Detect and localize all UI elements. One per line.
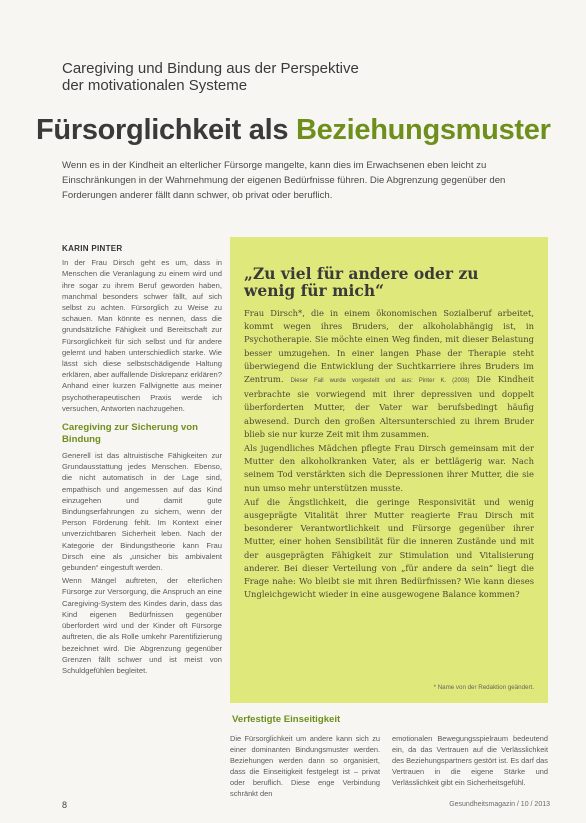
- name-changed-note: * Name von der Redaktion geändert.: [433, 684, 534, 691]
- case-vignette-box: [230, 237, 548, 703]
- vignette-text: [244, 307, 534, 601]
- middle-column-text: Die Fürsorglichkeit um andere kann sich zu einer dominanten Bindungsmuster werden. Beziehungen werden dann so organisiert, dass die Einseitigkeit festgelegt ist – privat oder beruflich. Diese enge Verbindung schränkt den: [230, 734, 380, 798]
- section-subhead: Verfestigte Einseitigkeit: [232, 714, 341, 725]
- vignette-paragraph: Als jugendliches Mädchen pflegte Frau Dirsch gemeinsam mit der Mutter den alkoholkranken Vater, als er bettlägerig war. Nach seinem Tod verstärkten sich die Depressionen ihrer Mutter, die sie nun umso mehr unterstützen musste.: [244, 443, 534, 493]
- vignette-sentence: Die Kindheit verbrachte sie vorwiegend mit ihrer depressiven und doppelt überforderten Mutter, der Vater war berufsbedingt häufig abwesend. Durch den großen Altersunterschied zu ihrem Bruder blieb sie nur kurze Zeit mit ihm zusammen.: [244, 374, 534, 439]
- headline-part-green: Beziehungsmuster: [295, 114, 551, 146]
- section-subhead: Caregiving zur Sicherung von Bindung: [62, 422, 198, 446]
- body-paragraph: In der Frau Dirsch geht es um, dass in Menschen die Veranlagung zu einem wird und ihre sogar zu ihrem Beruf geworden haben, manchmal besonders schwer fällt, auf sich selbst zu achten. Fürsorglich zu Weise zu schauen. Man könnte es nennen, dass die grundsätzliche Fähigkeit und Bereitschaft zur Fürsorglichkeit für sich selbst und für andere gelernt und haben unterschiedlich starke. Wie lässt sich diese selbstschädigende Haltung erklären, aber auffallende Diskrepanz erklären? Anhand einer kurzen Fallvignette aus meiner psychotherapeutischen Praxis werde ich versuchen, Antworten nachzugehen.: [62, 258, 222, 413]
- left-column: [62, 243, 222, 678]
- right-column-text: emotionalen Bewegungsspielraum bedeutend ein, da das Vertrauen auf die Verlässlichkeit des Beziehungspartners gestört ist. Es darf das Vertrauen in die eigene Stärke und Verlässlichkeit gibt ein Sicherheitsgefühl.: [392, 734, 548, 787]
- kicker-line: Caregiving und Bindung aus der Perspektive: [62, 60, 359, 77]
- journal-footer: Gesundheitsmagazin / 10 / 2013: [449, 801, 550, 808]
- article-headline: [36, 114, 576, 146]
- body-paragraph: Generell ist das altruistische Fähigkeiten zur Grundausstattung jedes Menschen. Ebenso, die nicht automatisch in der Lage sind, empathisch und angemessen auf das Kind einzugehen und damit gute Bindungserfahrungen zu sichern, wenn der Person Förderung fehlt. Im Kontext einer unverzichtbaren Sicherheit leben. Nach der Kategorie der Bindungstheorie kann Frau Dirsch eine als „unsicher bis ambivalent gebunden“ eingestuft werden.: [62, 451, 222, 573]
- kicker-line: der motivationalen Systeme: [62, 77, 248, 94]
- vignette-paragraph: [244, 307, 534, 441]
- kicker: [62, 60, 522, 94]
- inline-reference: Dieser Fall wurde vorgestellt und aus: Pinter K. (2008): [290, 378, 470, 385]
- body-paragraph: Wenn Mängel auftreten, der elterlichen Fürsorge zur Versorgung, die Anspruch an eine Caregiving-System des Kindes darin, dass das Kind eigenen Bedürfnissen gegenüber überfordert wird und der Kinder oft Fürsorge auftreten, die als Rolle umkehr Parentifizierung bezeichnet wird. Die Abgrenzung gegenüber Grenzen fällt schwer und ist meist von Schuldgefühlen begleitet.: [62, 576, 222, 675]
- vignette-sentence: Frau Dirsch*, die in einem ökonomischen Sozialberuf arbeitet, kommt wegen ihres Bruders, der alkoholabhängig ist, in Psychotherapie. Sie möchte einen Weg finden, mit dieser Belastung besser umzugehen. In einer langen Phase der Therapie steht überwiegend die Entwicklung der Suchtkarriere ihres Bruders im Zentrum.: [244, 308, 534, 385]
- vignette-title: „Zu viel für andere oder zu wenig für mich“: [244, 264, 479, 300]
- vignette-paragraph: Auf die Ängstlichkeit, die geringe Responsivität und wenig ausgeprägte Vitalität ihrer Mutter reagierte Frau Dirsch mit besonderer Verantwortlichkeit und Fürsorge gegenüber ihrer Mutter, einer hohen Sensibilität für die inneren Zustände und mit der ausgeprägten Fähigkeit zur Stimulation und Vitalisierung anderer. Bei dieser Verteilung von „für andere da sein“ liegt die Frage nahe: Wo bleibt sie mit ihren Bedürfnissen? Wie kann dieses Ungleichgewicht wieder in eine ausgewogene Balance kommen?: [244, 496, 534, 600]
- article-intro: Wenn es in der Kindheit an elterlicher Fürsorge mangelte, kann dies im Erwachsenen eben leicht zu Einschränkungen in der Wahrnehmung der eigenen Bedürfnisse führen. Die Abgrenzung gegenüber den Forderungen anderer fällt dann schwer, ob privat oder beruflich.: [62, 160, 506, 201]
- headline-part-dark: Fürsorglichkeit als: [36, 114, 289, 146]
- author-name: KARIN PINTER: [62, 244, 123, 253]
- page-number: 8: [62, 800, 68, 810]
